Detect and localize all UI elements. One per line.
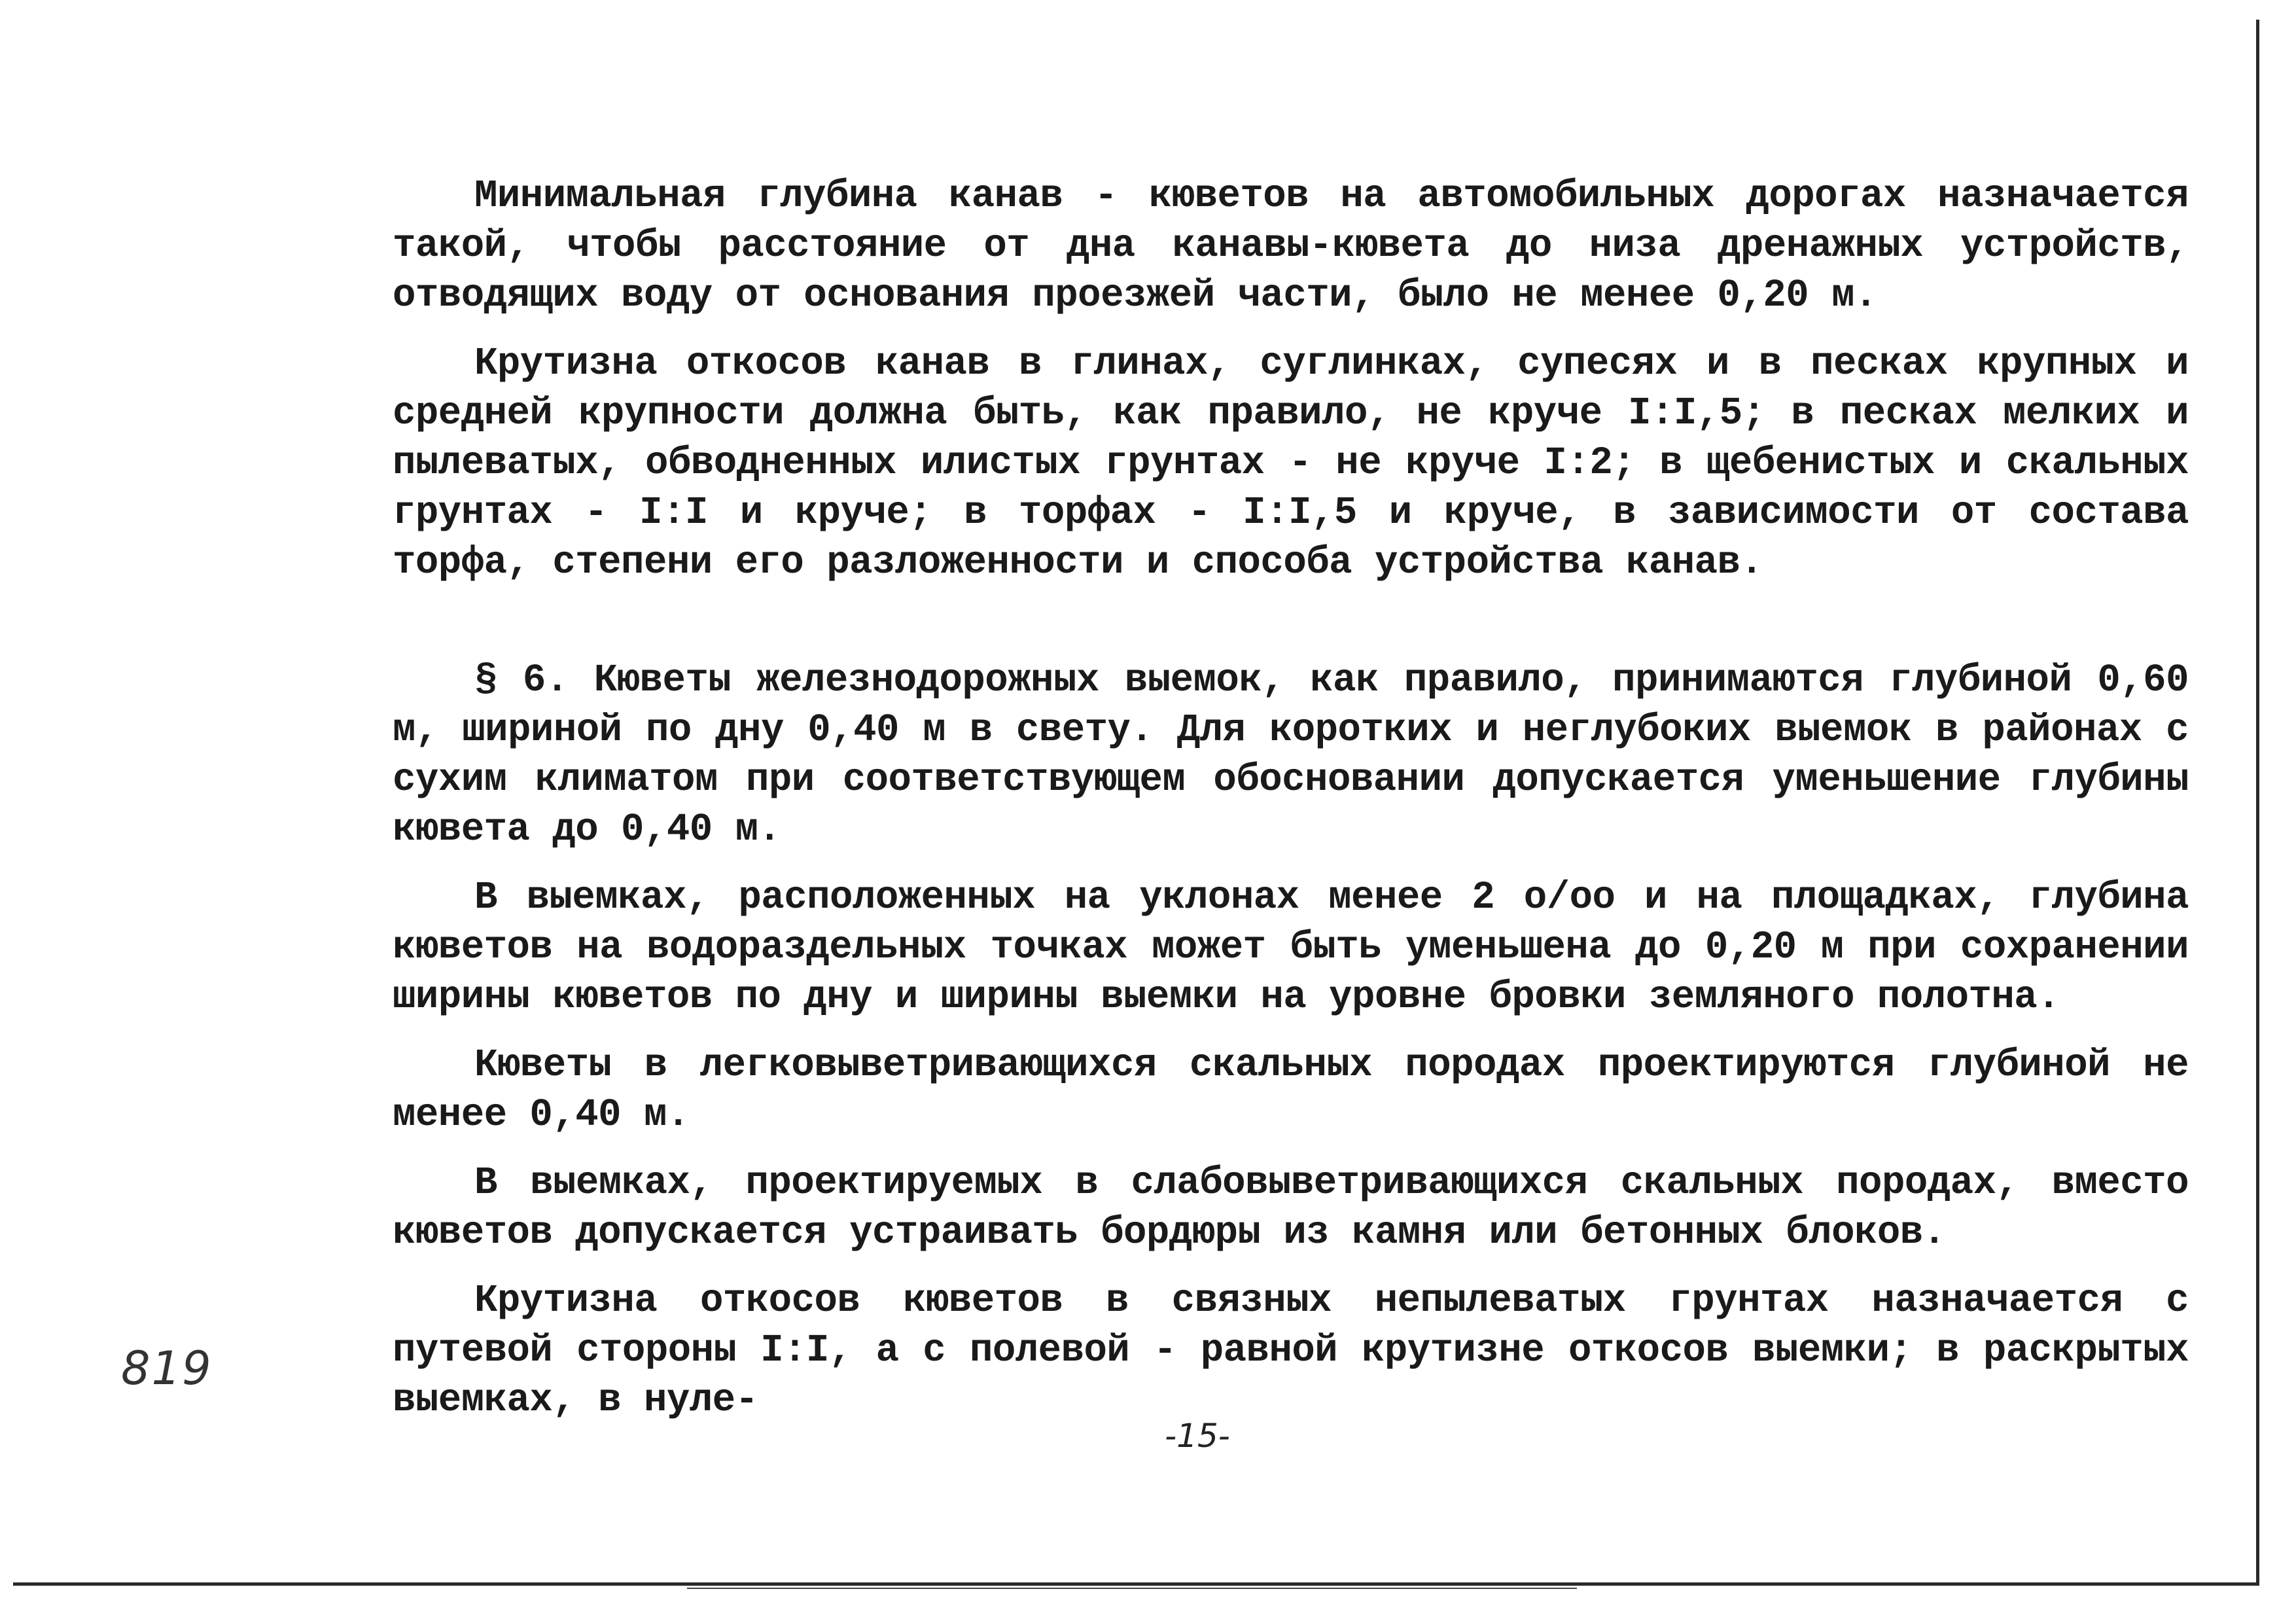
paragraph-section-6-railway-ditches: § 6. Кюветы железнодорожных выемок, как правило, принимаются глубиной 0,60 м, шириной по дну 0,40 м в свету. Для коротких и неглубоких выемок в районах с сухим климатом при соответствующем обосновании допускается уменьшение глубины кювета до 0,40 м. <box>393 658 2189 851</box>
paragraph-watershed-ditches: В выемках, расположенных на уклонах менее 2 о/оо и на площадках, глубина кюветов на водораздельных точках может быть уменьшена до 0,20 м при сохранении ширины кюветов по дну и ширины выемки на уровне бровки земляного полотна. <box>393 876 2189 1019</box>
page-frame-bottom-line <box>13 1582 2259 1586</box>
paragraph-ditch-depth: Минимальная глубина канав - кюветов на автомобильных дорогах назначается такой, чтобы расстояние от дна канавы-кювета до низа дренажных устройств, отводящих воду от основания проезжей части, было не менее 0,20 м. <box>393 174 2189 317</box>
paragraph-slope-steepness: Крутизна откосов канав в глинах, суглинках, супесях и в песках крупных и средней крупности должна быть, как правило, не круче I:I,5; в песках мелких и пылеватых, обводненных илистых грунтах - не круче I:2; в щебенистых и скальных грунтах - I:I и круче; в торфах - I:I,5 и круче, в зависимости от состава торфа, степени его разложенности и способа устройства канав. <box>393 342 2189 584</box>
page-frame-bottom-shadow-line <box>687 1588 1577 1589</box>
paragraph-curbs-instead-of-ditches: В выемках, проектируемых в слабовыветривающихся скальных породах, вместо кюветов допускается устраивать бордюры из камня или бетонных блоков. <box>393 1161 2189 1255</box>
paragraph-weathering-rock-ditches: Кюветы в легковыветривающихся скальных породах проектируются глубиной не менее 0,40 м. <box>393 1043 2189 1137</box>
page-frame-right-line <box>2256 20 2259 1584</box>
body-text <box>393 171 2189 1425</box>
page-number: -15- <box>1165 1417 1230 1455</box>
paragraph-ditch-slopes-cohesive-soils: Крутизна откосов кюветов в связных непылеватых грунтах назначается с путевой стороны I:I, а с полевой - равной крутизне откосов выемки; в раскрытых выемках, в нуле- <box>393 1279 2189 1422</box>
archive-number: 819 <box>121 1342 213 1395</box>
